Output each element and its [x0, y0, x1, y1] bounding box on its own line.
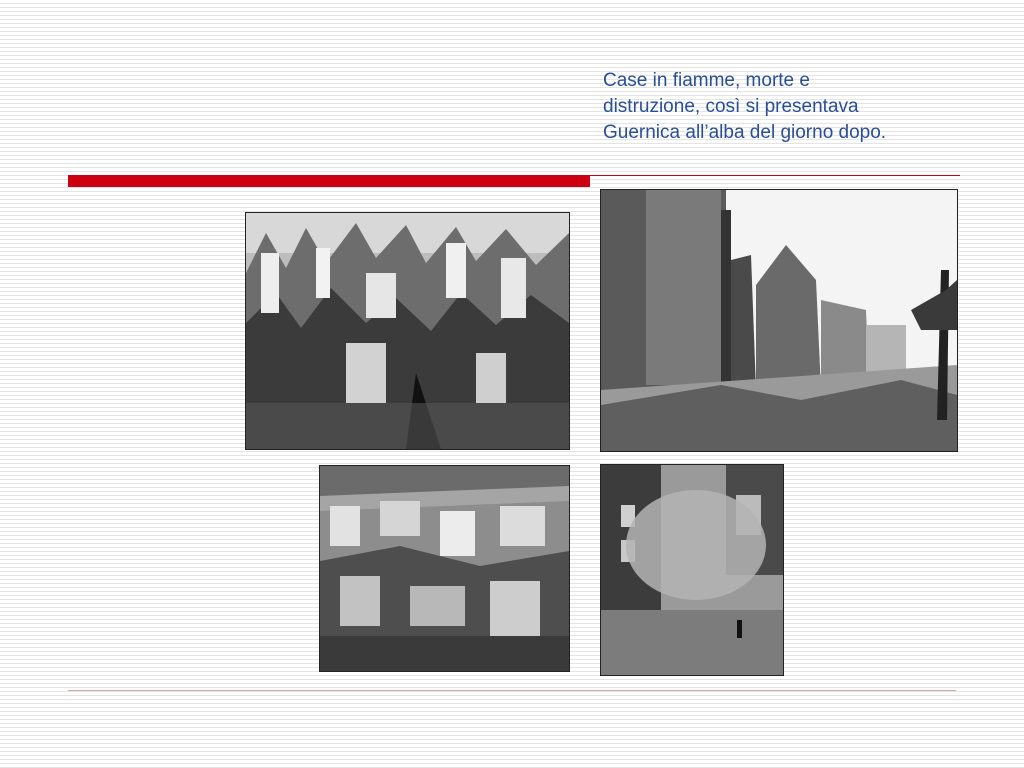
smoke-filled-street-photo [600, 464, 784, 676]
footer-divider-line [68, 690, 956, 691]
title-divider-bar [68, 175, 590, 187]
title-line-1: Case in fiamme, morte e [603, 70, 810, 91]
slide-title [603, 68, 1003, 146]
aerial-ruins-photo [319, 465, 570, 672]
title-line-2: distruzione, così si presentava [603, 96, 859, 117]
ruined-town-overview-photo [245, 212, 570, 450]
title-line-3: Guernica all’alba del giorno dopo. [603, 122, 887, 143]
title-divider-line [590, 175, 960, 176]
ruined-street-with-tree-photo [600, 189, 958, 452]
